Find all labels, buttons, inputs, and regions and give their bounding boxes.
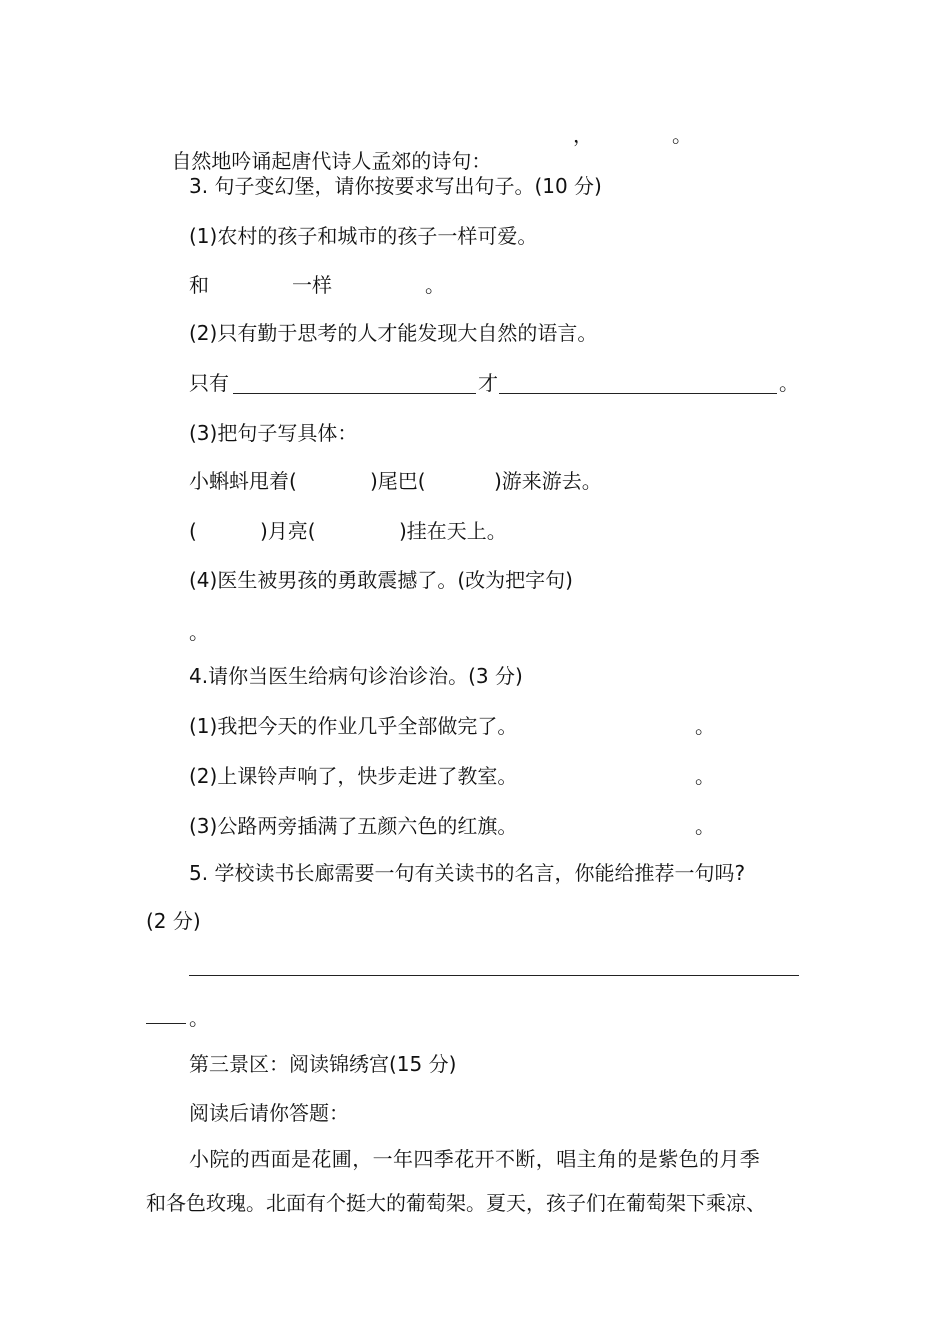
q5-period: 。 — [189, 1006, 209, 1030]
poem-intro-text: 自然地吟诵起唐代诗人孟郊的诗句： — [171, 149, 492, 173]
question-3-3-prompt: (3)把句子写具体： — [189, 421, 358, 445]
question-5-heading: 5. 学校读书长廊需要一句有关读书的名言，你能给推荐一句吗? — [189, 861, 746, 885]
reading-instruction: 阅读后请你答题： — [189, 1101, 349, 1125]
poem-period: 。 — [672, 123, 692, 147]
q4-2-period: 。 — [695, 764, 715, 788]
question-3-1-prompt: (1)农村的孩子和城市的孩子一样可爱。 — [189, 224, 538, 248]
q3-2-blank-1[interactable] — [233, 393, 476, 394]
question-3-heading: 3. 句子变幻堡，请你按要求写出句子。(10 分) — [189, 174, 602, 198]
q4-1-period: 。 — [695, 714, 715, 738]
q3-2-period: 。 — [779, 371, 799, 395]
passage-line-2: 和各色玫瑰。北面有个挺大的葡萄架。夏天，孩子们在葡萄架下乘凉、 — [146, 1191, 766, 1215]
q3-3-sentence-1-part-1: 小蝌蚪甩着( — [189, 469, 297, 493]
question-4-3-prompt: (3)公路两旁插满了五颜六色的红旗。 — [189, 814, 518, 838]
q3-3-sentence-2-part-1: ( — [189, 519, 197, 543]
q3-3-sentence-1-part-3: )游来游去。 — [494, 469, 602, 493]
q3-1-answer-period: 。 — [425, 273, 445, 297]
q3-2-cai-label: 才 — [478, 371, 498, 395]
q3-2-zhiyou-label: 只有 — [189, 371, 229, 395]
poem-comma: ， — [573, 123, 593, 147]
q3-1-answer-he: 和 — [189, 273, 209, 297]
question-5-score: (2 分) — [146, 909, 201, 933]
q5-answer-blank-1[interactable] — [189, 975, 799, 976]
q3-3-sentence-1-part-2: )尾巴( — [370, 469, 426, 493]
q4-3-period: 。 — [695, 814, 715, 838]
section-3-heading: 第三景区：阅读锦绣宫(15 分) — [189, 1052, 457, 1076]
q3-2-blank-2[interactable] — [499, 393, 777, 394]
question-4-heading: 4.请你当医生给病句诊治诊治。(3 分) — [189, 664, 523, 688]
q3-1-answer-yiyang: 一样 — [292, 273, 332, 297]
q5-answer-blank-2[interactable] — [146, 1023, 186, 1024]
q3-4-answer-period: 。 — [189, 620, 209, 644]
question-3-4-prompt: (4)医生被男孩的勇敢震撼了。(改为把字句) — [189, 568, 573, 592]
question-4-2-prompt: (2)上课铃声响了，快步走进了教室。 — [189, 764, 518, 788]
passage-line-1: 小院的西面是花圃，一年四季花开不断，唱主角的是紫色的月季 — [189, 1147, 761, 1171]
q3-3-sentence-2-part-3: )挂在天上。 — [399, 519, 507, 543]
question-3-2-prompt: (2)只有勤于思考的人才能发现大自然的语言。 — [189, 321, 598, 345]
q3-3-sentence-2-part-2: )月亮( — [260, 519, 316, 543]
question-4-1-prompt: (1)我把今天的作业几乎全部做完了。 — [189, 714, 518, 738]
